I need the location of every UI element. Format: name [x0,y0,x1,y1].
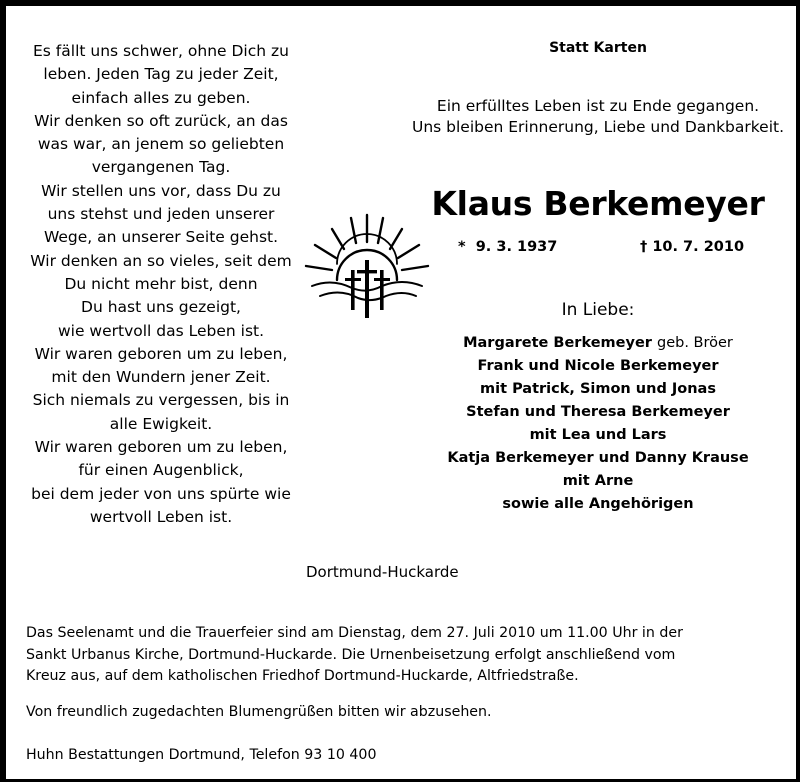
flowers-note: Von freundlich zugedachten Blumengrüßen bitten wir abzusehen. [26,704,492,720]
death-date-value: 10. 7. 2010 [652,239,745,255]
poem-line: mit den Wundern jener Zeit. [51,368,271,387]
poem-line: einfach alles zu geben. [71,88,251,107]
poem-line: was war, an jenem so geliebten [37,135,285,154]
service-line: Kreuz aus, auf dem katholischen Friedhof Dortmund-Huckarde, Altfriedstraße. [26,668,579,684]
poem-line: uns stehst und jeden unserer [47,205,275,224]
poem-line: Wir denken an so vieles, seit dem [30,251,292,270]
mourner-name: Margarete Berkemeyer [463,335,652,351]
poem-line: wertvoll Leben ist. [89,507,233,526]
poem-line: leben. Jeden Tag zu jeder Zeit, [43,65,279,84]
mourner-line: Stefan und Theresa Berkemeyer [466,404,730,420]
poem-line: Wir denken so oft zurück, an das [34,111,288,130]
poem-line: Du nicht mehr bist, denn [64,274,258,293]
birth-star-icon: * [458,239,466,255]
death-cross-icon: † [640,239,648,255]
poem-line: Du hast uns gezeigt, [81,298,241,317]
mourner-line: mit Patrick, Simon und Jonas [480,381,716,397]
birth-date-value: 9. 3. 1937 [475,239,558,255]
poem [20,40,302,529]
service-line: Sankt Urbanus Kirche, Dortmund-Huckarde. Die Urnenbeisetzung erfolgt anschließend vom [26,646,676,663]
intro-line: Ein erfülltes Leben ist zu Ende gegangen. [436,97,760,115]
poem-line: Wir waren geboren um zu leben, [34,344,288,363]
poem-line: Wege, an unserer Seite gehst. [43,228,279,247]
deceased-name: Klaus Berkemeyer [431,184,765,223]
statt-karten-heading: Statt Karten [549,40,647,56]
poem-line: Wir stellen uns vor, dass Du zu [41,181,281,200]
mourner-line: Katja Berkemeyer und Danny Krause [447,450,749,466]
poem-line: wie wertvoll das Leben ist. [57,321,265,340]
mourner-line: mit Lea und Lars [529,427,667,443]
place-name: Dortmund-Huckarde [306,563,459,581]
mourner-line: sowie alle Angehörigen [502,496,694,512]
mourner-line: mit Arne [562,473,634,489]
birth-date [458,239,557,255]
poem-line: Es fällt uns schwer, ohne Dich zu [33,42,289,60]
service-line: Das Seelenamt und die Trauerfeier sind am Dienstag, dem 27. Juli 2010 um 11.00 Uhr in der [26,625,683,641]
service-details [26,623,800,688]
mourner-line [398,332,798,355]
intro-line: Uns bleiben Erinnerung, Liebe und Dankbarkeit. [411,118,785,136]
maiden-name-note: geb. Bröer [657,335,733,351]
intro-text [398,96,798,138]
poem-line: vergangenen Tag. [91,158,231,177]
mourner-list [398,332,798,516]
poem-line: bei dem jeder von uns spürte wie [31,484,291,503]
in-liebe-heading: In Liebe: [561,300,635,320]
poem-line: Wir waren geboren um zu leben, [34,438,288,457]
poem-line: für einen Augenblick, [78,461,244,480]
mourner-line: Frank und Nicole Berkemeyer [477,358,719,374]
poem-line: Sich niemals zu vergessen, bis in [32,391,290,410]
funeral-home-contact: Huhn Bestattungen Dortmund, Telefon 93 10 400 [26,747,377,763]
poem-line: alle Ewigkeit. [109,414,213,433]
death-date [640,239,744,255]
